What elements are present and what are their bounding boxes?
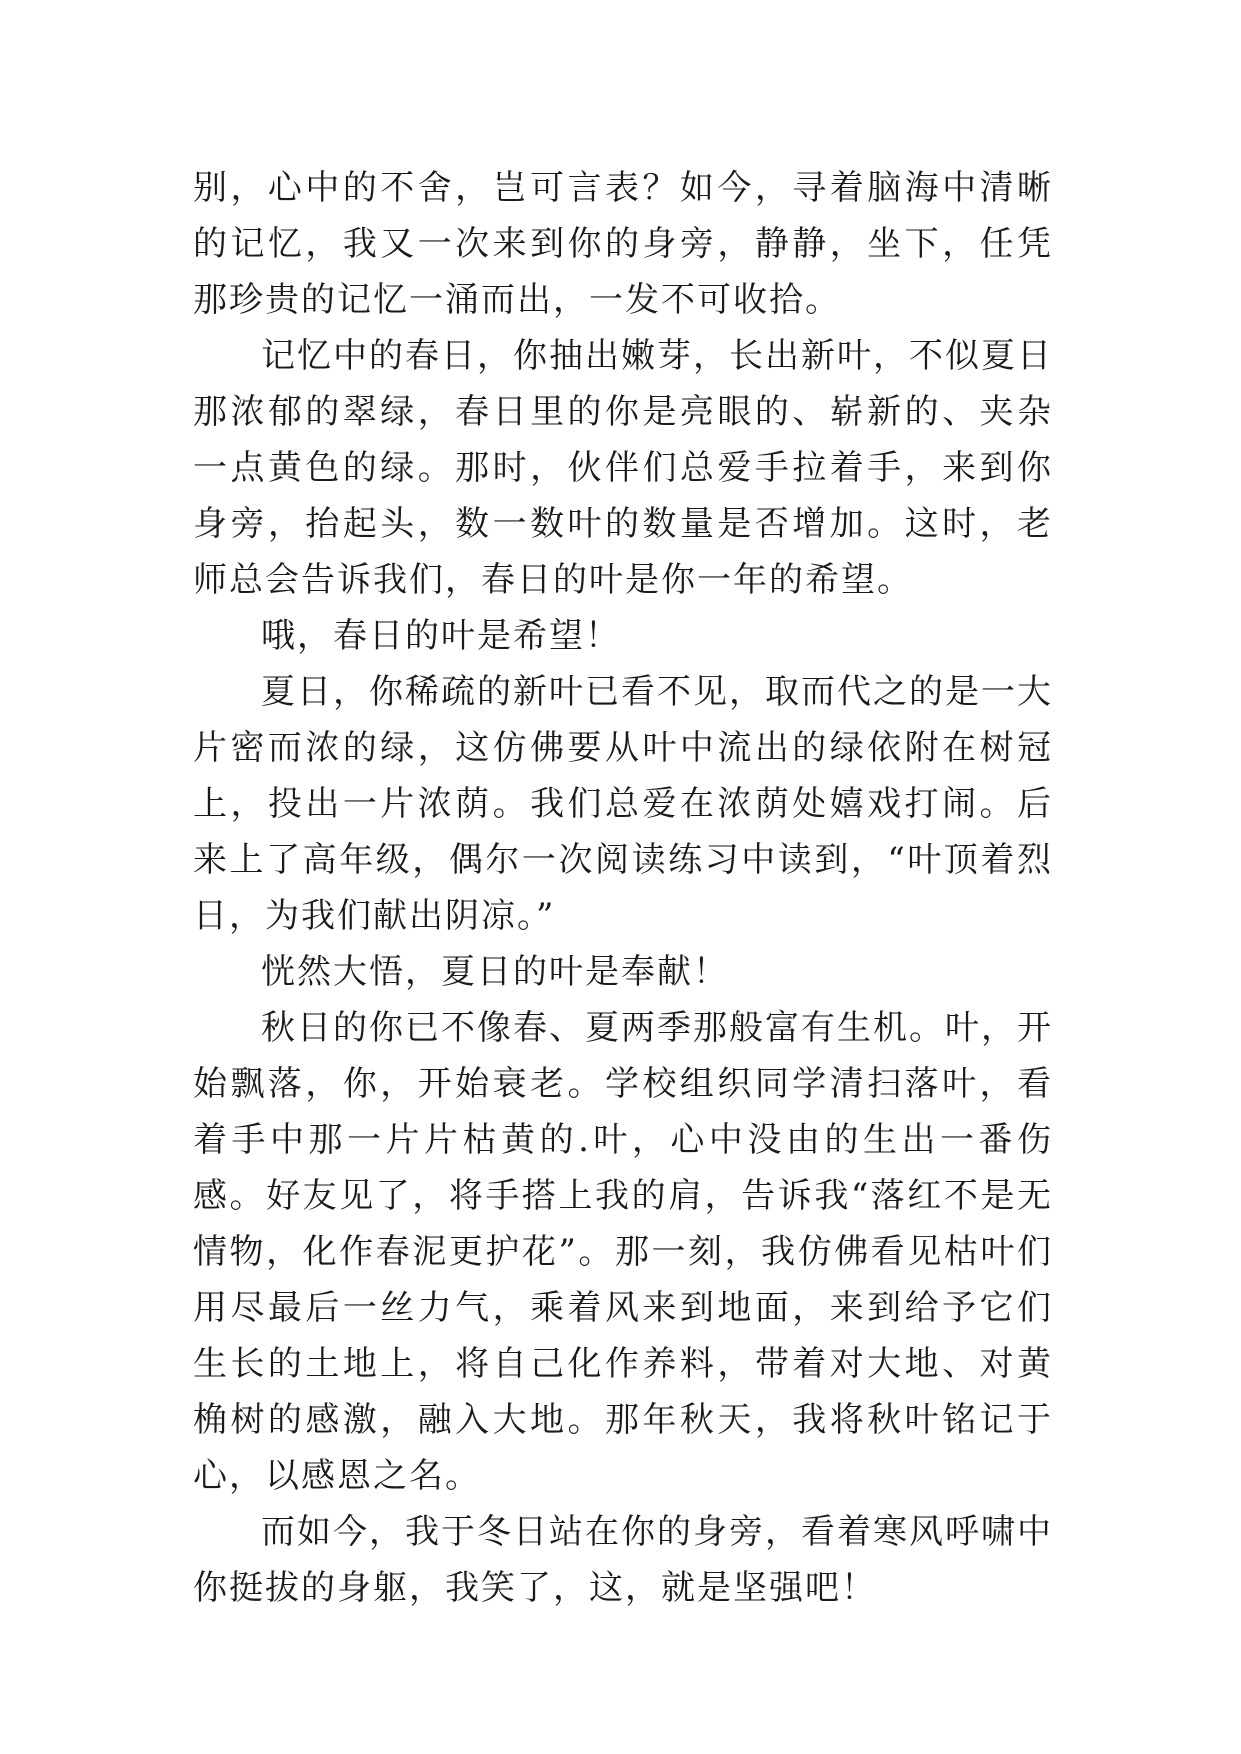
paragraph: 哦，春日的叶是希望！ <box>261 616 621 656</box>
paragraph: 记忆中的春日，你抽出嫩芽，长出新叶，不似夏日那浓郁的翠绿，春日里的你是亮眼的、崭新的、夹杂一点黄色的绿。那时，伙伴们总爱手拉着手，来到你身旁，抬起头，数一数叶的数量是否增加。这时，老师总会告诉我们，春日的叶是你一年的希望。 <box>193 336 1053 600</box>
paragraph: 夏日，你稀疏的新叶已看不见，取而代之的是一大片密而浓的绿，这仿佛要从叶中流出的绿依附在树冠上，投出一片浓荫。我们总爱在浓荫处嬉戏打闹。后来上了高年级，偶尔一次阅读练习中读到，“叶顶着烈日，为我们献出阴凉。” <box>193 672 1053 936</box>
paragraph: 秋日的你已不像春、夏两季那般富有生机。叶，开始飘落，你，开始衰老。学校组织同学清扫落叶，看着手中那一片片枯黄的.叶，心中没由的生出一番伤感。好友见了，将手搭上我的肩，告诉我“落红不是无情物，化作春泥更护花”。那一刻，我仿佛看见枯叶们用尽最后一丝力气，乘着风来到地面，来到给予它们生长的土地上，将自己化作养料，带着对大地、对黄桷树的感激，融入大地。那年秋天，我将秋叶铭记于心，以感恩之名。 <box>193 1008 1053 1496</box>
paragraph: 别，心中的不舍，岂可言表？如今，寻着脑海中清晰的记忆，我又一次来到你的身旁，静静，坐下，任凭那珍贵的记忆一涌而出，一发不可收拾。 <box>193 168 1053 320</box>
paragraph: 恍然大悟，夏日的叶是奉献！ <box>261 952 729 992</box>
document-body <box>193 160 1053 1616</box>
paragraph: 而如今，我于冬日站在你的身旁，看着寒风呼啸中你挺拔的身躯，我笑了，这，就是坚强吧！ <box>193 1512 1053 1608</box>
